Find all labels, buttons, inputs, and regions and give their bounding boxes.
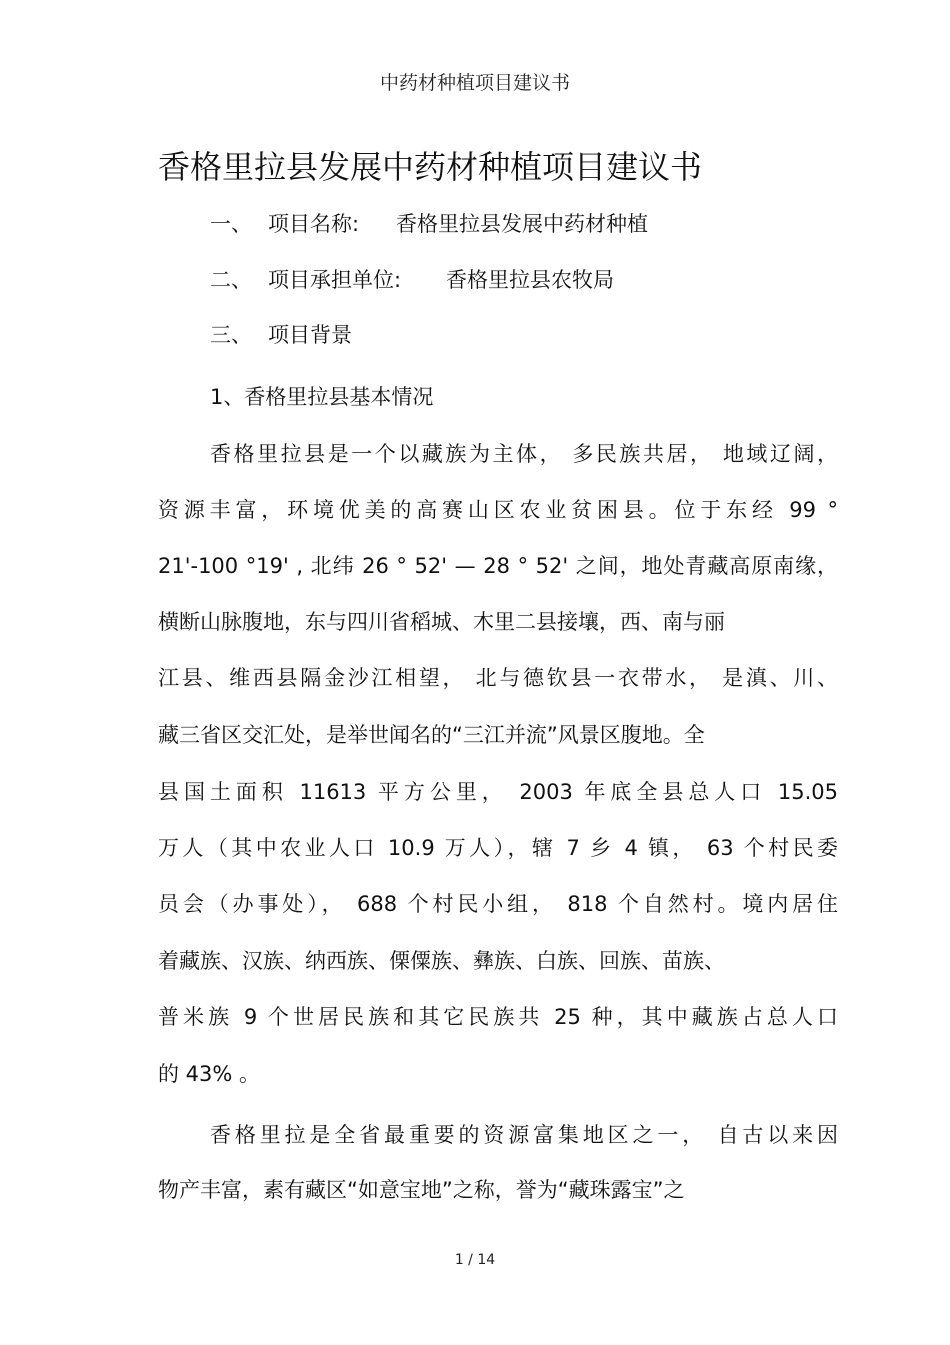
paragraph-line: 资源丰富，环境优美的高赛山区农业贫困县。位于东经 99 ° <box>158 498 838 522</box>
section-number: 三、 <box>210 323 252 347</box>
paragraph-line: 着藏族、汉族、纳西族、傈僳族、彝族、白族、回族、苗族、 <box>158 949 725 973</box>
page-indicator: 1 / 14 <box>454 1252 496 1268</box>
paragraph-line: 员会（办事处）， 688 个村民小组， 818 个自然村。境内居住 <box>158 892 838 916</box>
paragraph-line: 普米族 9 个世居民族和其它民族共 25 种，其中藏族占总人口 <box>158 1005 838 1029</box>
section-label: 项目名称: <box>268 212 360 236</box>
paragraph-line: 县国土面积 11613 平方公里， 2003 年底全县总人口 15.05 <box>158 780 838 804</box>
paragraph-line: 藏三省区交汇处，是举世闻名的“三江并流”风景区腹地。全 <box>158 723 705 747</box>
document-title: 香格里拉县发展中药材种植项目建议书 <box>158 148 703 186</box>
section-number: 一、 <box>210 212 252 236</box>
paragraph-line: 香格里拉县是一个以藏族为主体， 多民族共居， 地域辽阔， <box>210 442 838 466</box>
paragraph-line: 万人（其中农业人口 10.9 万人），辖 7 乡 4 镇， 63 个村民委 <box>158 836 838 860</box>
paragraph-line: 横断山脉腹地，东与四川省稻城、木里二县接壤，西、南与丽 <box>158 610 725 634</box>
section-value: 香格里拉县发展中药材种植 <box>396 212 648 236</box>
section-item-organization <box>158 263 838 297</box>
subheading: 1、香格里拉县基本情况 <box>210 385 434 409</box>
section-value: 香格里拉县农牧局 <box>446 268 614 292</box>
paragraph-line: 21'-100 °19' , 北纬 26 ° 52' — 28 ° 52' 之间，地处青藏高原南缘， <box>158 554 838 578</box>
paragraph-line: 物产丰富，素有藏区“如意宝地”之称，誉为“藏珠露宝”之 <box>158 1178 685 1202</box>
section-number: 二、 <box>210 268 252 292</box>
section-item-background <box>158 318 838 352</box>
paragraph-line: 江县、维西县隔金沙江相望， 北与德钦县一衣带水， 是滇、川、 <box>158 666 838 690</box>
paragraph-line: 香格里拉是全省最重要的资源富集地区之一， 自古以来因 <box>210 1123 838 1147</box>
section-label: 项目承担单位: <box>268 268 402 292</box>
section-label: 项目背景 <box>268 323 352 347</box>
paragraph-line: 的 43% 。 <box>158 1062 261 1086</box>
section-item-name <box>158 207 838 241</box>
running-header: 中药材种植项目建议书 <box>379 72 570 94</box>
